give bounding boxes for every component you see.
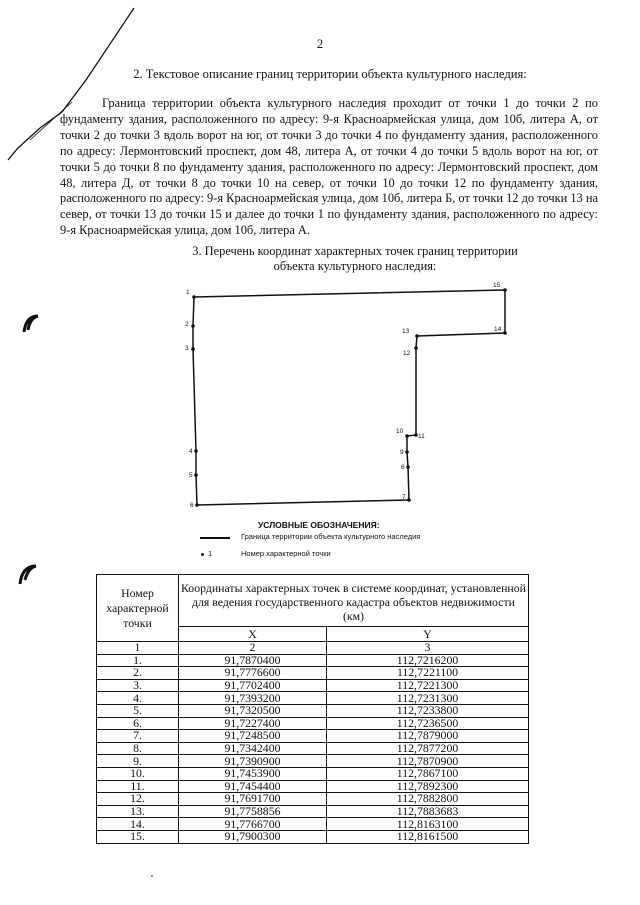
point-number: 9. <box>97 755 179 768</box>
point-label-5: 5 <box>189 472 193 479</box>
y-value: 112,7879000 <box>327 730 529 743</box>
section-2-heading: 2. Текстовое описание границ территории объекта культурного наследия: <box>133 67 527 81</box>
table-row <box>97 730 529 743</box>
point-4-marker <box>194 449 198 453</box>
point-label-2: 2 <box>185 321 189 328</box>
table-row <box>97 805 529 818</box>
y-value: 112,7867100 <box>327 767 529 780</box>
y-value: 112,7233800 <box>327 704 529 717</box>
x-value: 91,7900300 <box>179 830 327 843</box>
x-value: 91,7393200 <box>179 692 327 705</box>
point-13-marker <box>415 334 419 338</box>
y-value: 112,7231300 <box>327 692 529 705</box>
legend-point-label: Номер характерной точки <box>241 549 331 558</box>
y-value: 112,8161500 <box>327 830 529 843</box>
point-6-marker <box>195 503 199 507</box>
table-row <box>97 667 529 680</box>
point-5-marker <box>194 473 198 477</box>
point-label-6: 6 <box>190 502 194 509</box>
point-label-8: 8 <box>401 464 405 471</box>
y-value: 112,7221100 <box>327 667 529 680</box>
point-label-15: 15 <box>493 282 501 289</box>
x-value: 91,7776600 <box>179 667 327 680</box>
point-label-12: 12 <box>403 350 411 357</box>
x-value: 91,7248500 <box>179 730 327 743</box>
point-label-9: 9 <box>400 449 404 456</box>
page-number: 2 <box>316 36 324 51</box>
x-value: 91,7342400 <box>179 742 327 755</box>
table-row <box>97 818 529 831</box>
point-14-marker <box>503 331 507 335</box>
legend-boundary-label: Граница территории объекта культурного наследия <box>241 532 421 541</box>
table-row <box>97 654 529 667</box>
point-3-marker <box>191 347 195 351</box>
point-number: 12. <box>97 793 179 806</box>
x-value: 91,7454400 <box>179 780 327 793</box>
header-coordinate-system: Координаты характерных точек в системе координат, установленной для ведения государственного кадастра объектов недвижимости (км) <box>179 575 529 627</box>
section-3-heading-line2: объекта культурного наследия: <box>273 259 437 273</box>
legend-point-sample-number: 1 <box>208 549 213 558</box>
table-row <box>97 679 529 692</box>
x-value: 91,7453900 <box>179 767 327 780</box>
x-value: 91,7758856 <box>179 805 327 818</box>
point-label-10: 10 <box>396 428 404 435</box>
point-number: 7. <box>97 730 179 743</box>
point-number: 11. <box>97 780 179 793</box>
point-number: 2. <box>97 667 179 680</box>
point-2-marker <box>191 324 195 328</box>
y-value: 112,7216200 <box>327 654 529 667</box>
point-8-marker <box>406 465 410 469</box>
point-label-11: 11 <box>418 433 425 440</box>
x-value: 91,7766700 <box>179 818 327 831</box>
point-number: 5. <box>97 704 179 717</box>
point-label-13: 13 <box>402 328 410 335</box>
table-row <box>97 755 529 768</box>
table-row <box>97 704 529 717</box>
index-cell-3: 3 <box>327 642 529 655</box>
point-12-marker <box>414 346 418 350</box>
y-value: 112,7221300 <box>327 679 529 692</box>
x-value: 91,7320500 <box>179 704 327 717</box>
table-row <box>97 767 529 780</box>
table-row <box>97 793 529 806</box>
point-number: 4. <box>97 692 179 705</box>
point-label-3: 3 <box>185 345 189 352</box>
boundary-polyline <box>193 290 505 505</box>
point-10-marker <box>405 434 409 438</box>
point-number: 3. <box>97 679 179 692</box>
header-x: X <box>179 627 327 642</box>
point-number: 8. <box>97 742 179 755</box>
point-number: 14. <box>97 818 179 831</box>
point-label-4: 4 <box>189 448 193 455</box>
y-value: 112,7236500 <box>327 717 529 730</box>
header-y: Y <box>327 627 529 642</box>
y-value: 112,7882800 <box>327 793 529 806</box>
y-value: 112,7892300 <box>327 780 529 793</box>
coordinates-table <box>96 574 529 844</box>
y-value: 112,7870900 <box>327 755 529 768</box>
x-value: 91,7702400 <box>179 679 327 692</box>
y-value: 112,7877200 <box>327 742 529 755</box>
point-number: 10. <box>97 767 179 780</box>
point-number: 15. <box>97 830 179 843</box>
point-1-marker <box>192 295 196 299</box>
point-9-marker <box>405 450 409 454</box>
table-row <box>97 830 529 843</box>
point-number: 1. <box>97 654 179 667</box>
x-value: 91,7870400 <box>179 654 327 667</box>
point-label-7: 7 <box>402 494 406 501</box>
point-number: 6. <box>97 717 179 730</box>
x-value: 91,7227400 <box>179 717 327 730</box>
legend-title: УСЛОВНЫЕ ОБОЗНАЧЕНИЯ: <box>258 520 380 530</box>
index-cell-2: 2 <box>179 642 327 655</box>
point-label-1: 1 <box>186 289 190 296</box>
index-cell-1: 1 <box>97 642 179 655</box>
y-value: 112,7883683 <box>327 805 529 818</box>
legend-boundary-line-sample <box>200 537 230 539</box>
table-row <box>97 780 529 793</box>
table-row <box>97 692 529 705</box>
point-7-marker <box>407 498 411 502</box>
table-row <box>97 717 529 730</box>
header-point-number: Номер характерной точки <box>97 575 179 642</box>
legend-point-sample <box>201 549 212 558</box>
x-value: 91,7691700 <box>179 793 327 806</box>
boundary-description-text: Граница территории объекта культурного наследия проходит от точки 1 до точки 2 по фундаменту здания, расположенного по адресу: 9-я Красноармейская улица, дом 10б, литера А, от точки 2 до точки 3 вдоль ворот на юг, от точки 3 до точки 4 по фундаменту здания, расположенного по адресу: Лермонтовский проспект, дом 48, литера А, от точки 4 до точки 5 вдоль ворот на юг, от точки 5 до точки 8 по фундаменту здания, расположенного по адресу: Лермонтовский проспект, дом 48, литера Д, от точки 8 до точки 10 на север, от точки 10 до точки 12 по фундаменту здания, расположенного по адресу: 9-я Красноармейская улица, дом 10б, литера Б, от точки 12 до точки 13 на север, от точки 13 до точки 15 и далее до точки 1 по фундаменту здания, расположенного по адресу: 9-я Красноармейская улица, дом 10б, литера А. <box>60 96 598 238</box>
table-row <box>97 742 529 755</box>
x-value: 91,7390900 <box>179 755 327 768</box>
point-15-marker <box>503 288 507 292</box>
y-value: 112,8163100 <box>327 818 529 831</box>
point-label-14: 14 <box>494 326 502 333</box>
point-number: 13. <box>97 805 179 818</box>
section-3-heading-line1: 3. Перечень координат характерных точек границ территории <box>192 244 518 258</box>
legend-point-dot <box>201 553 204 556</box>
